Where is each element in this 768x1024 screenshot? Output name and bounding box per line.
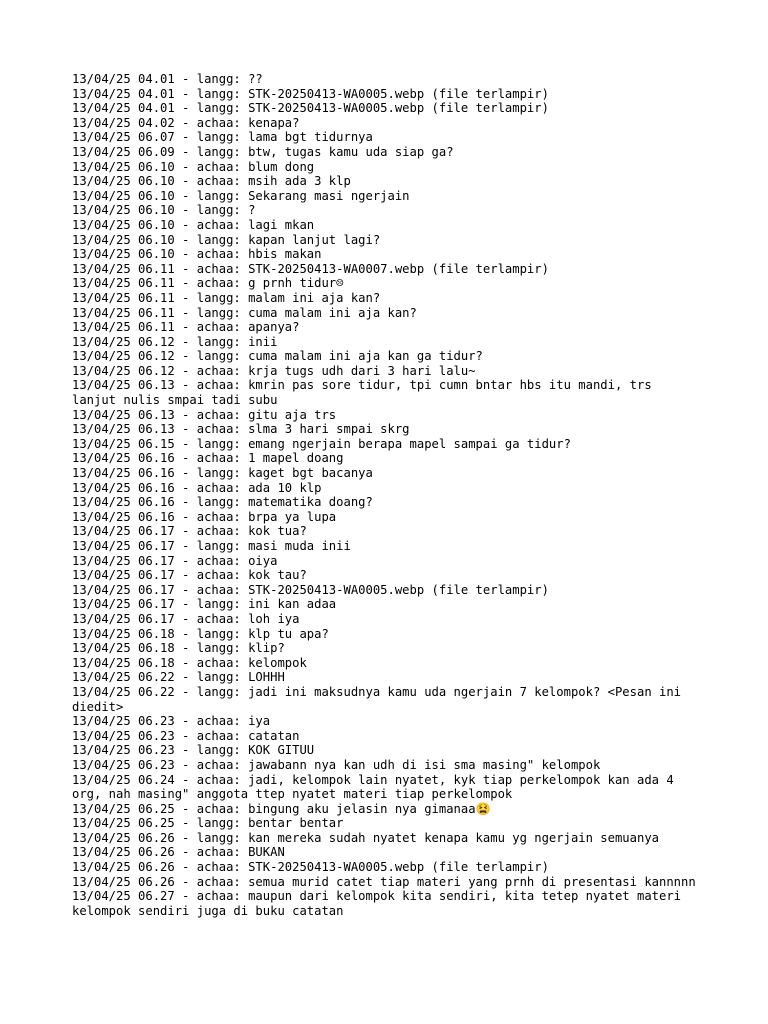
chat-line: 13/04/25 06.16 - achaa: 1 mapel doang [72,451,344,466]
chat-line: 13/04/25 06.11 - achaa: STK-20250413-WA0007.webp (file terlampir) [72,261,549,276]
chat-line: 13/04/25 06.10 - langg: ? [72,203,256,218]
chat-line: 13/04/25 06.17 - achaa: oiya [72,553,278,568]
chat-line: 13/04/25 04.01 - langg: STK-20250413-WA0005.webp (file terlampir) [72,86,549,101]
chat-line: 13/04/25 06.23 - achaa: catatan [72,728,300,743]
chat-line: 13/04/25 04.01 - langg: STK-20250413-WA0005.webp (file terlampir) [72,101,549,116]
chat-line: 13/04/25 06.17 - achaa: STK-20250413-WA0005.webp (file terlampir) [72,582,549,597]
chat-line: 13/04/25 06.11 - langg: malam ini aja kan? [72,290,381,305]
chat-line: 13/04/25 06.10 - achaa: msih ada 3 klp [72,174,351,189]
chat-line: 13/04/25 06.16 - achaa: brpa ya lupa [72,509,337,524]
chat-line: 13/04/25 06.17 - achaa: loh iya [72,611,300,626]
chat-line: 13/04/25 06.10 - achaa: hbis makan [72,247,322,262]
chat-line: 13/04/25 06.13 - achaa: gitu aja trs [72,407,337,422]
chat-line: 13/04/25 06.23 - achaa: iya [72,714,271,729]
chat-line: 13/04/25 06.18 - langg: klip? [72,641,285,656]
chat-line: 13/04/25 06.17 - langg: masi muda inii [72,539,351,553]
chat-line: 13/04/25 06.11 - achaa: g prnh tidur☹ [72,276,344,291]
chat-line: 13/04/25 06.16 - langg: kaget bgt bacanya [72,466,373,481]
chat-log-text [72,72,696,918]
chat-line: 13/04/25 06.16 - achaa: ada 10 klp [72,480,322,495]
chat-line: 13/04/25 06.25 - achaa: bingung aku jelasin nya gimanaa😫 [72,801,491,816]
chat-line: 13/04/25 06.17 - achaa: kok tau? [72,568,307,583]
chat-line: 13/04/25 04.01 - langg: ?? [72,72,263,86]
chat-line: 13/04/25 06.13 - achaa: kmrin pas sore tidur, tpi cumn bntar hbs itu mandi, trs lanjut nulis smpai tadi subu [72,378,660,408]
chat-line: 13/04/25 06.18 - langg: klp tu apa? [72,626,329,641]
chat-line: 13/04/25 06.10 - langg: kapan lanjut lagi? [72,232,381,247]
chat-line: 13/04/25 06.25 - langg: bentar bentar [72,816,344,831]
chat-line: 13/04/25 06.10 - achaa: lagi mkan [72,217,315,232]
chat-line: 13/04/25 06.16 - langg: matematika doang? [72,495,373,510]
chat-line: 13/04/25 06.27 - achaa: maupun dari kelompok kita sendiri, kita tetep nyatet materi kelompok sendiri juga di buku catatan [72,889,689,918]
chat-line: 13/04/25 06.18 - achaa: kelompok [72,655,307,670]
chat-line: 13/04/25 06.22 - langg: LOHHH [72,670,285,685]
chat-line: 13/04/25 06.12 - langg: inii [72,334,278,349]
chat-line: 13/04/25 06.26 - achaa: BUKAN [72,845,285,860]
chat-line: 13/04/25 06.11 - achaa: apanya? [72,320,300,335]
chat-line: 13/04/25 06.09 - langg: btw, tugas kamu uda siap ga? [72,144,454,159]
chat-line: 13/04/25 04.02 - achaa: kenapa? [72,115,300,130]
chat-line: 13/04/25 06.10 - langg: Sekarang masi ngerjain [72,188,410,203]
chat-line: 13/04/25 06.22 - langg: jadi ini maksudnya kamu uda ngerjain 7 kelompok? <Pesan ini diedit> [72,684,689,714]
chat-line: 13/04/25 06.26 - achaa: semua murid catet tiap materi yang prnh di presentasi kannnnn [72,874,696,889]
chat-line: 13/04/25 06.15 - langg: emang ngerjain berapa mapel sampai ga tidur? [72,436,571,451]
chat-line: 13/04/25 06.26 - langg: kan mereka sudah nyatet kenapa kamu yg ngerjain semuanya [72,830,659,845]
chat-line: 13/04/25 06.11 - langg: cuma malam ini aja kan? [72,305,417,320]
chat-line: 13/04/25 06.07 - langg: lama bgt tidurnya [72,130,373,145]
chat-line: 13/04/25 06.23 - langg: KOK GITUU [72,743,315,758]
chat-line: 13/04/25 06.26 - achaa: STK-20250413-WA0005.webp (file terlampir) [72,860,549,875]
chat-line: 13/04/25 06.10 - achaa: blum dong [72,159,315,174]
chat-line: 13/04/25 06.24 - achaa: jadi, kelompok lain nyatet, kyk tiap perkelompok kan ada 4 org, nah masing" anggota ttep nyatet materi tiap perkelompok [72,772,682,802]
chat-line: 13/04/25 06.17 - langg: ini kan adaa [72,597,337,612]
chat-line: 13/04/25 06.23 - achaa: jawabann nya kan udh di isi sma masing" kelompok [72,757,601,772]
chat-line: 13/04/25 06.12 - langg: cuma malam ini aja kan ga tidur? [72,349,483,364]
chat-line: 13/04/25 06.17 - achaa: kok tua? [72,524,307,539]
chat-line: 13/04/25 06.13 - achaa: slma 3 hari smpai skrg [72,422,410,437]
chat-line: 13/04/25 06.12 - achaa: krja tugs udh dari 3 hari lalu~ [72,363,476,378]
